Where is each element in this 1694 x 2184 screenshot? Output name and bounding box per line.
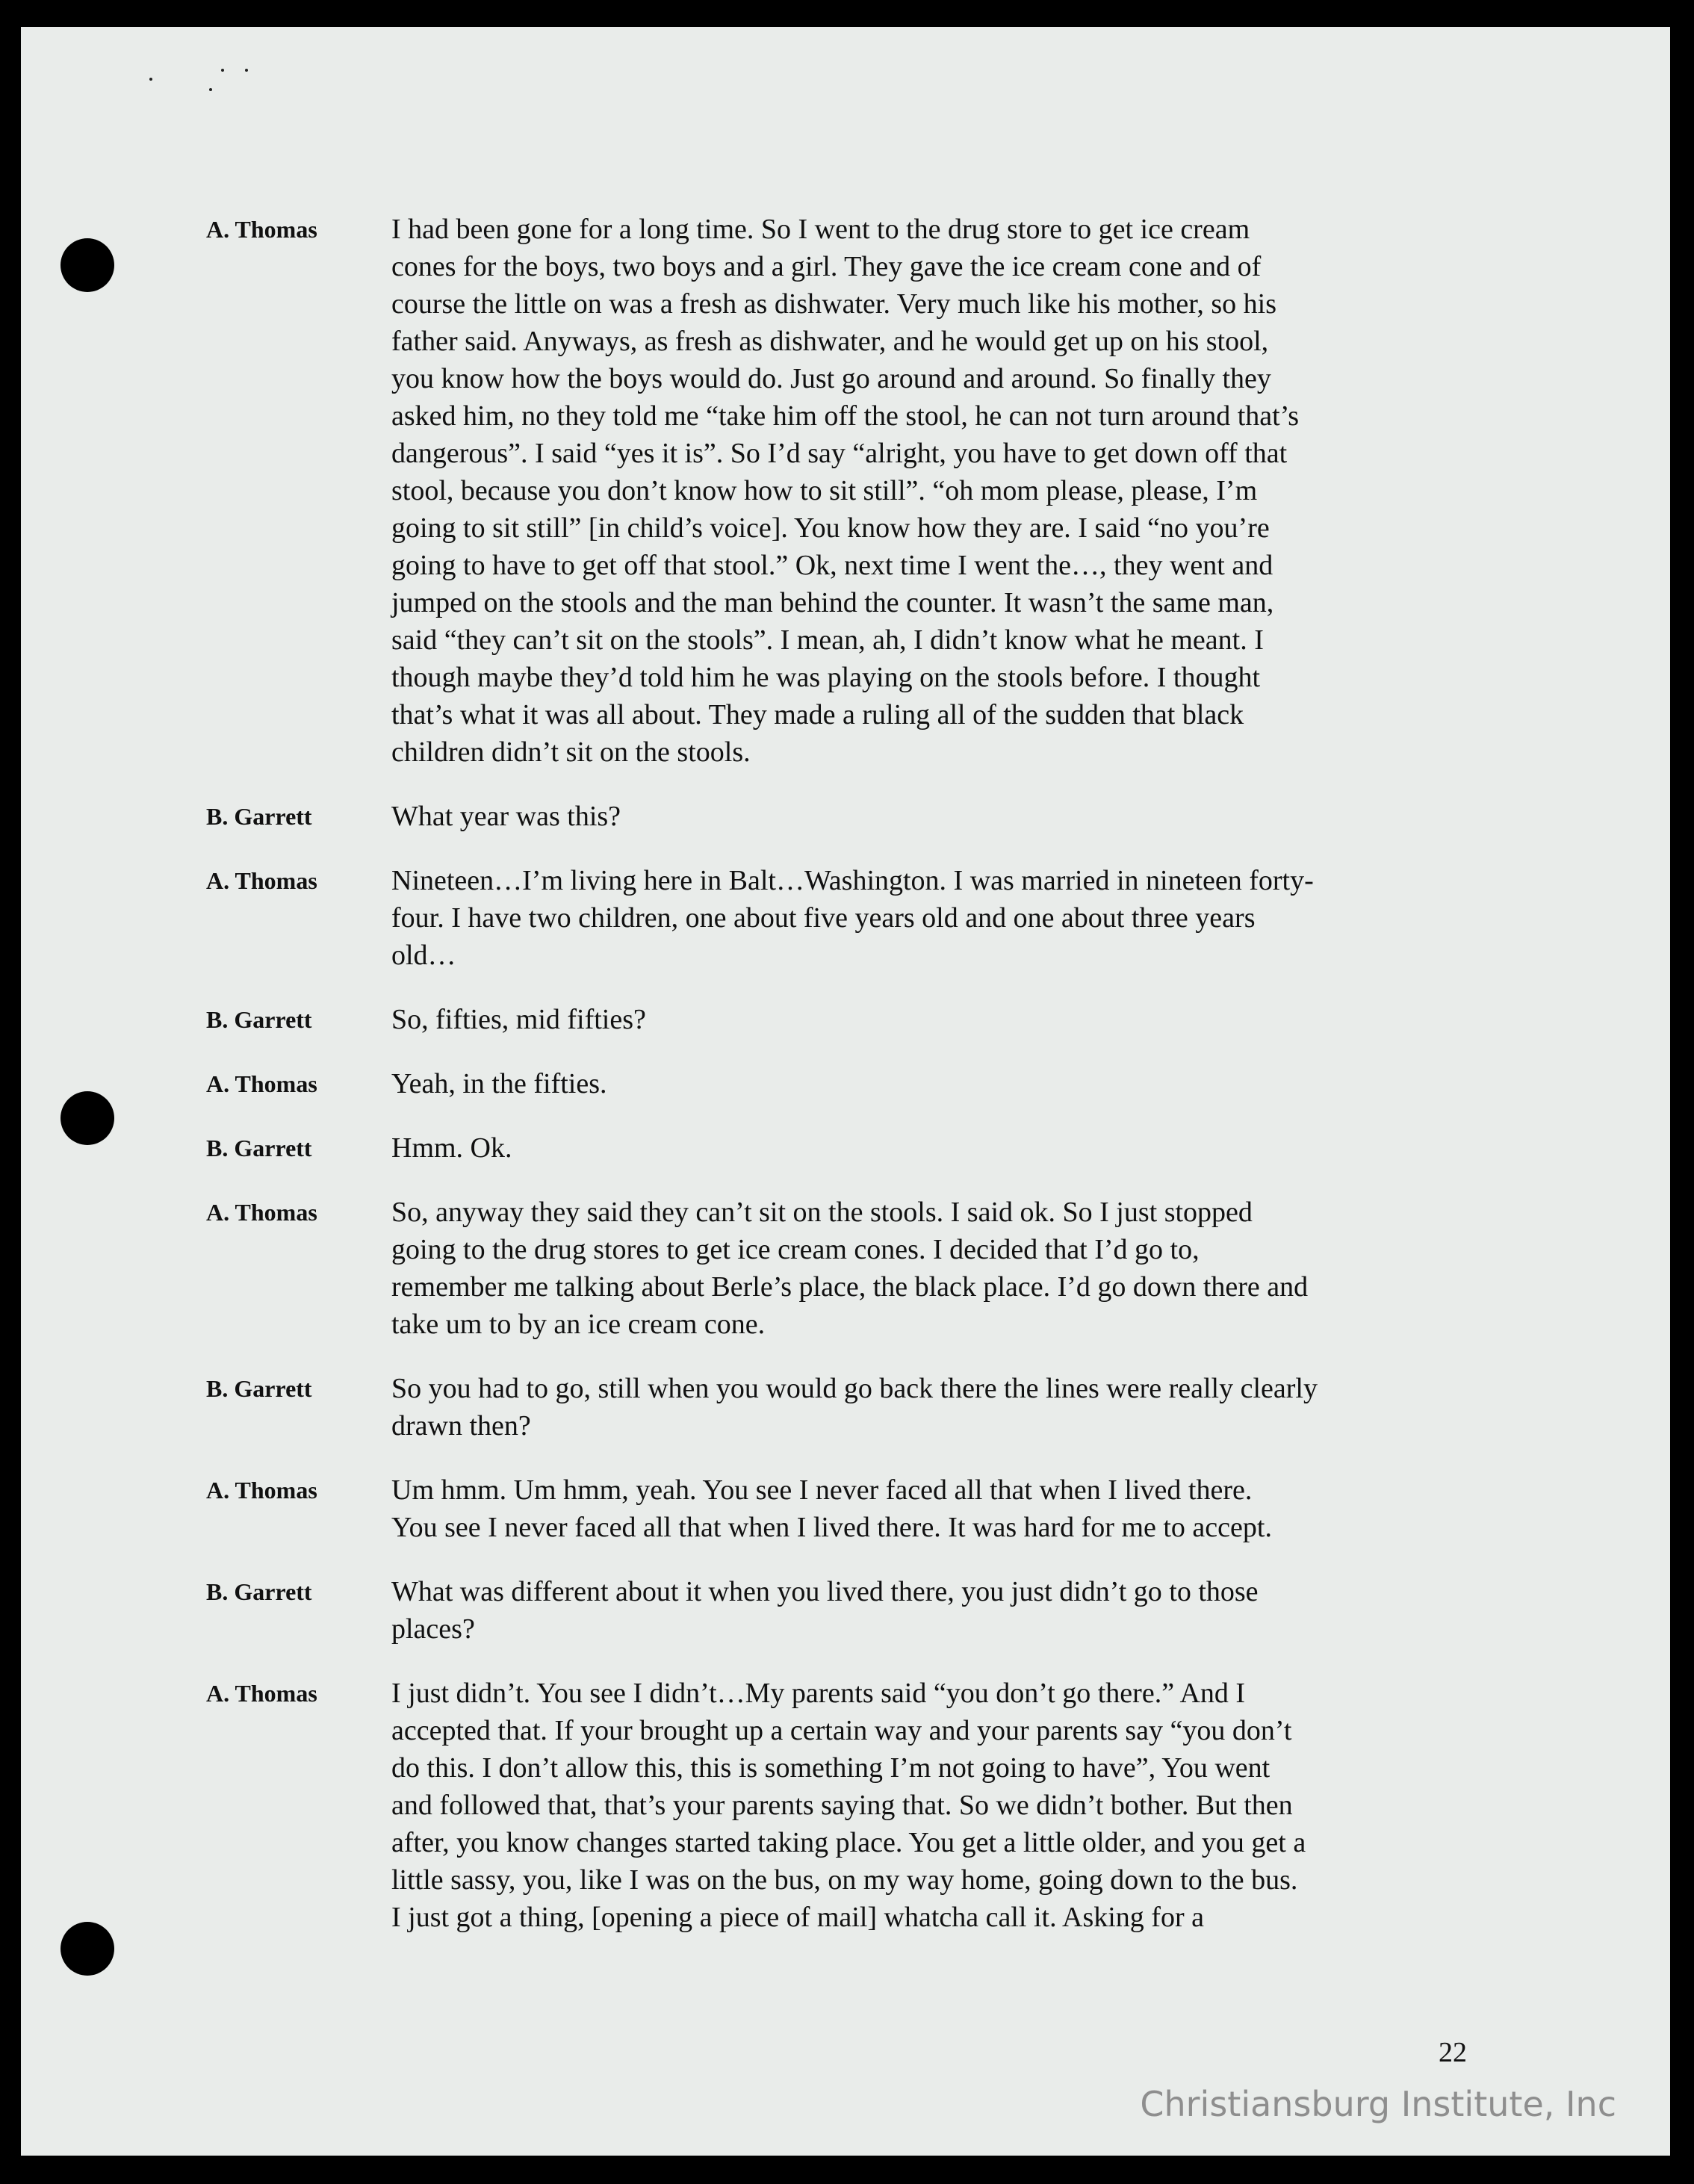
speck-mark — [149, 78, 152, 81]
document-page — [21, 27, 1670, 2156]
speech-text: So you had to go, still when you would go back there the lines were really clearly drawn then? — [391, 1373, 1318, 1442]
transcript-entry — [206, 1001, 1506, 1038]
speaker-label: A. Thomas — [206, 867, 317, 894]
binder-hole-top — [60, 238, 114, 292]
page-number: 22 — [1439, 2037, 1467, 2068]
binder-hole-middle — [60, 1091, 114, 1145]
speech-text: I had been gone for a long time. So I went to the drug store to get ice cream cones for the boys, two boys and a girl. They gave the ice cream cone and of course the little on was a fresh as dishwater. Very much like his mother, so his father said. Anyways, as fresh as dishwater, and he would get up on his stool, you know how the boys would do. Just go around and around. So finally they asked him, no they told me “take him off the stool, he can not turn around that’s dangerous”. I said “yes it is”. So I’d say “alright, you have to get down off that stool, because you don’t know how to sit still”. “oh mom please, please, I’m going to sit still” [in child’s voice]. You know how they are. I said “no you’re going to have to get off that stool.” Ok, next time I went the…, they went and jumped on the stools and the man behind the counter. It wasn’t the same man, said “they can’t sit on the stools”. I mean, ah, I didn’t know what he meant. I though maybe they’d told him he was playing on the stools before. I thought that’s what it was all about. They made a ruling all of the sudden that black children didn’t sit on the stools. — [391, 214, 1300, 768]
transcript-entry — [206, 211, 1506, 771]
transcript-entry — [206, 1194, 1506, 1343]
transcript-entry — [206, 1675, 1506, 1936]
speech-text: Um hmm. Um hmm, yeah. You see I never faced all that when I lived there. You see I never faced all that when I lived there. It was hard for me to accept. — [391, 1474, 1272, 1543]
speech-text: Yeah, in the fifties. — [391, 1068, 607, 1099]
speech-text: What was different about it when you lived there, you just didn’t go to those places? — [391, 1576, 1259, 1645]
speck-mark — [209, 88, 212, 91]
transcript-entry — [206, 1471, 1506, 1546]
speaker-label: B. Garrett — [206, 1135, 312, 1161]
speech-text: So, anyway they said they can’t sit on the stools. I said ok. So I just stopped going to the drug stores to get ice cream cones. I decided that I’d go to, remember me talking about Berle’s place, the black place. I’d go down there and take um to by an ice cream cone. — [391, 1197, 1309, 1340]
speaker-label: B. Garrett — [206, 803, 312, 830]
transcript-entry — [206, 1065, 1506, 1102]
speck-mark — [221, 69, 224, 72]
speaker-label: B. Garrett — [206, 1578, 312, 1605]
speaker-label: A. Thomas — [206, 1477, 317, 1504]
speaker-label: A. Thomas — [206, 216, 317, 243]
speaker-label: A. Thomas — [206, 1680, 317, 1707]
speaker-label: B. Garrett — [206, 1375, 312, 1402]
speaker-label: A. Thomas — [206, 1070, 317, 1097]
speech-text: I just didn’t. You see I didn’t…My parents said “you don’t go there.” And I accepted that. If your brought up a certain way and your parents say “you don’t do this. I don’t allow this, this is something I’m not going to have”, You went and followed that, that’s your parents saying that. So we didn’t bother. But then after, you know changes started taking place. You get a little older, and you get a little sassy, you, like I was on the bus, on my way home, going down to the bus. I just got a thing, [opening a piece of mail] whatcha call it. Asking for a — [391, 1678, 1306, 1933]
speech-text: Nineteen…I’m living here in Balt…Washington. I was married in nineteen forty- four. I have two children, one about five years old and one about three years old… — [391, 865, 1314, 971]
binder-hole-bottom — [60, 1922, 114, 1976]
speech-text: What year was this? — [391, 801, 621, 832]
watermark: Christiansburg Institute, Inc — [1140, 2084, 1616, 2124]
speaker-label: A. Thomas — [206, 1199, 317, 1226]
speck-mark — [245, 69, 248, 72]
speaker-label: B. Garrett — [206, 1006, 312, 1033]
transcript-entry — [206, 862, 1506, 974]
interview-transcript — [206, 211, 1506, 1963]
transcript-entry — [206, 1129, 1506, 1167]
transcript-entry — [206, 1370, 1506, 1445]
speech-text: Hmm. Ok. — [391, 1132, 512, 1164]
transcript-entry — [206, 1573, 1506, 1648]
transcript-entry — [206, 798, 1506, 835]
speech-text: So, fifties, mid fifties? — [391, 1004, 646, 1035]
